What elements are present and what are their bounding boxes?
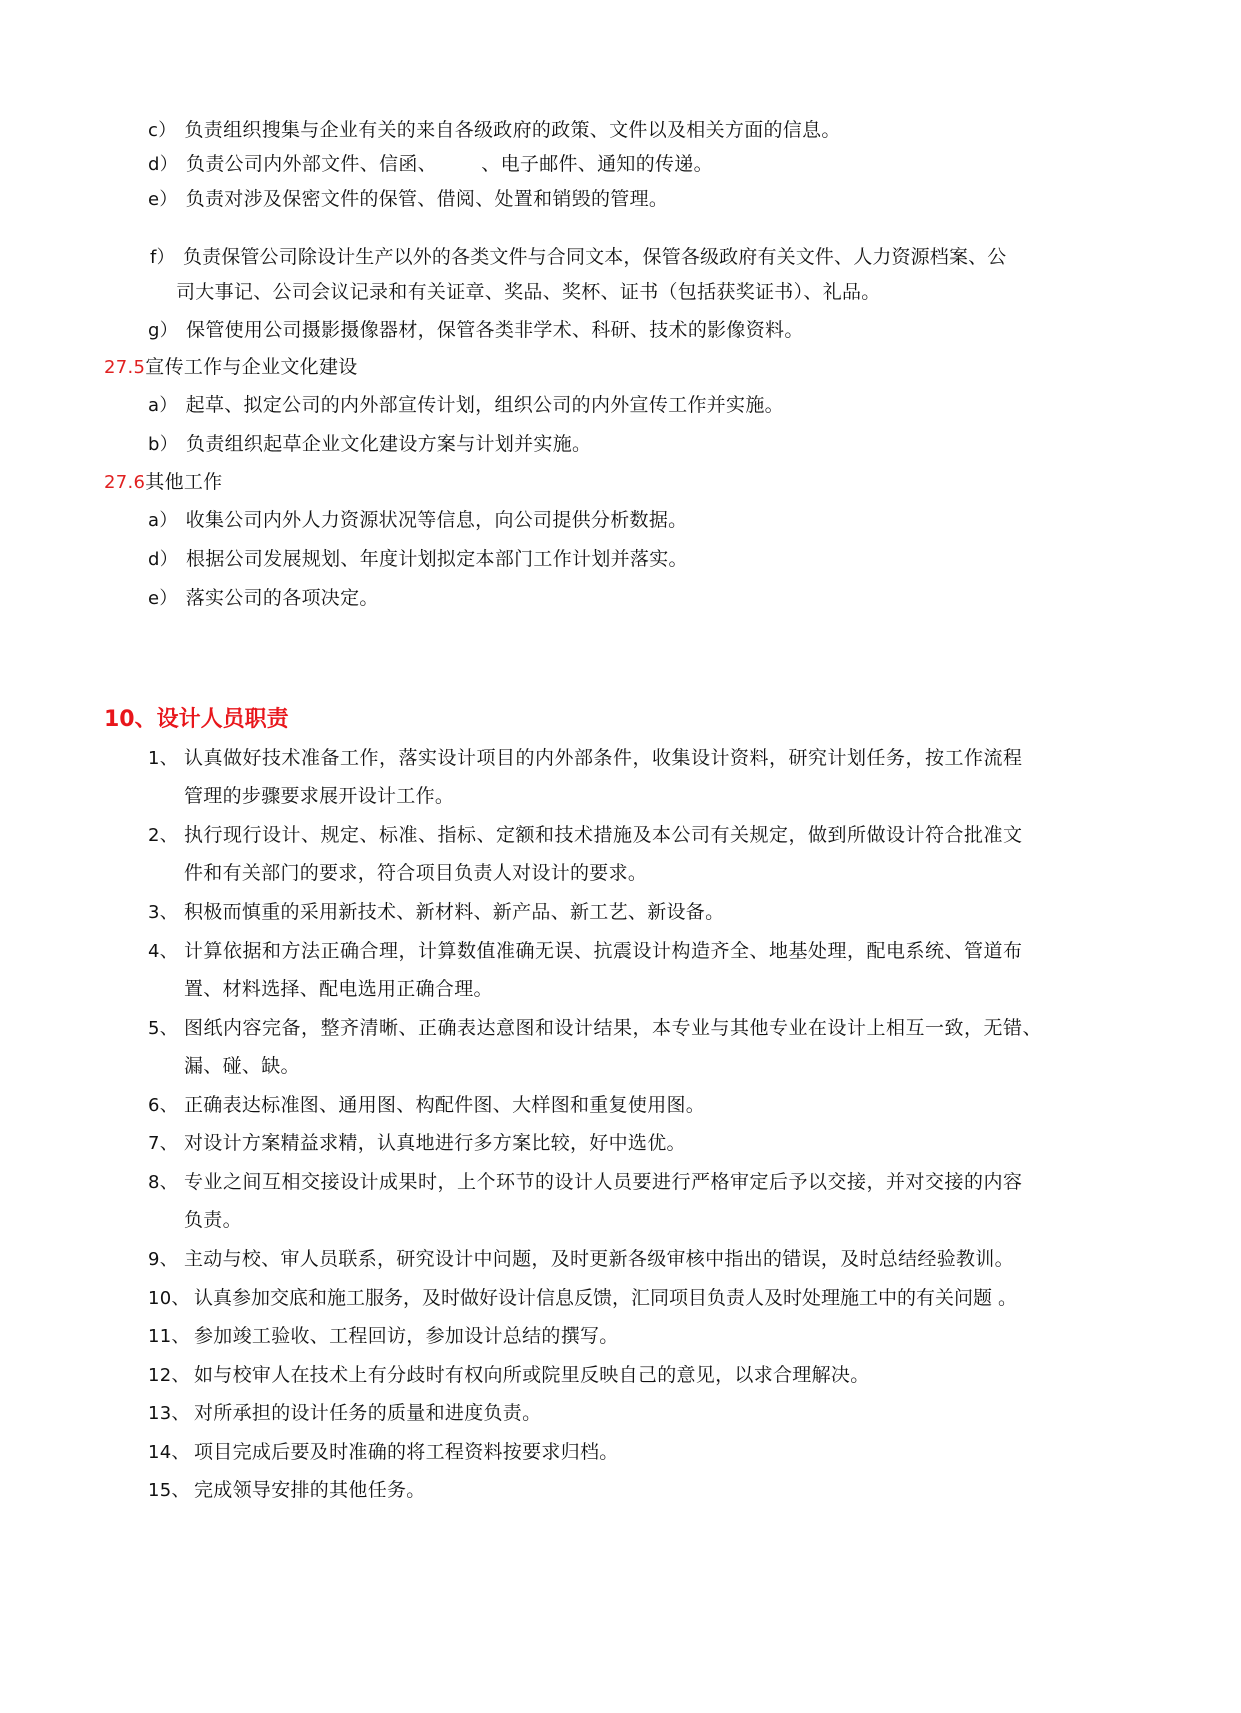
item-text: 完成领导安排的其他任务。 — [194, 1479, 426, 1501]
item-text: 对所承担的设计任务的质量和进度负责。 — [194, 1402, 542, 1424]
item-text: 收集公司内外人力资源状况等信息，向公司提供分析数据。 — [185, 509, 688, 531]
item-text: 项目完成后要及时准确的将工程资料按要求归档。 — [194, 1441, 619, 1463]
item-marker: c） — [148, 120, 177, 141]
item-text: 执行现行设计、规定、标准、指标、定额和技术措施及本公司有关规定，做到所做设计符合批准文 — [184, 824, 1023, 846]
list-item — [150, 245, 1006, 270]
numbered-item — [148, 1324, 619, 1349]
list-item — [148, 187, 668, 212]
section-heading-27-6 — [104, 470, 222, 495]
item-marker: e） — [148, 588, 178, 609]
numbered-item — [148, 746, 1023, 771]
numbered-item — [148, 1170, 1023, 1195]
numbered-item — [148, 823, 1023, 848]
numbered-item — [148, 1363, 870, 1388]
numbered-item-continuation — [184, 1054, 300, 1078]
list-item — [148, 318, 804, 343]
numbered-item — [148, 1093, 705, 1118]
list-item — [148, 118, 841, 143]
numbered-item — [148, 1286, 1017, 1311]
item-number: 10、 — [148, 1288, 190, 1309]
item-marker: a） — [148, 510, 178, 531]
item-text: 对设计方案精益求精，认真地进行多方案比较，好中选优。 — [184, 1132, 686, 1154]
item-text: 负责组织起草企业文化建设方案与计划并实施。 — [186, 433, 592, 455]
numbered-item — [148, 1131, 686, 1156]
item-text: 参加竣工验收、工程回访，参加设计总结的撰写。 — [194, 1325, 619, 1347]
item-text: 图纸内容完备，整齐清晰、正确表达意图和设计结果，本专业与其他专业在设计上相互一致，无错、 — [184, 1017, 1043, 1039]
list-item — [148, 432, 591, 457]
numbered-item-continuation — [184, 977, 493, 1001]
item-text: 积极而慎重的采用新技术、新材料、新产品、新工艺、新设备。 — [184, 901, 725, 923]
item-number: 2、 — [148, 825, 179, 846]
item-text: 负责组织搜集与企业有关的来自各级政府的政策、文件以及相关方面的信息。 — [184, 119, 841, 141]
section-title: 其他工作 — [145, 471, 223, 493]
item-number: 11、 — [148, 1326, 190, 1347]
item-text: 根据公司发展规划、年度计划拟定本部门工作计划并落实。 — [186, 548, 688, 570]
item-text: 负责公司内外部文件、信函、 、电子邮件、通知的传递。 — [186, 153, 713, 175]
numbered-item-continuation — [184, 784, 454, 808]
item-text: 置、材料选择、配电选用正确合理。 — [184, 978, 493, 1000]
list-item — [148, 152, 713, 177]
numbered-item-continuation — [184, 1208, 242, 1232]
item-marker: d） — [148, 549, 179, 570]
section-title: 宣传工作与企业文化建设 — [145, 356, 358, 378]
section-number: 27.5 — [104, 357, 146, 378]
item-number: 4、 — [148, 941, 179, 962]
item-text: 主动与校、审人员联系，研究设计中问题，及时更新各级审核中指出的错误，及时总结经验教训。 — [184, 1248, 1014, 1270]
item-number: 12、 — [148, 1365, 190, 1386]
list-item-continuation — [176, 280, 881, 304]
item-text: 负责。 — [184, 1209, 242, 1231]
item-text: 认真参加交底和施工服务，及时做好设计信息反馈，汇同项目负责人及时处理施工中的有关问题 。 — [194, 1287, 1018, 1309]
item-text: 专业之间互相交接设计成果时，上个环节的设计人员要进行严格审定后予以交接，并对交接的内容 — [184, 1171, 1023, 1193]
list-item — [148, 393, 784, 418]
item-text: 起草、拟定公司的内外部宣传计划，组织公司的内外宣传工作并实施。 — [185, 394, 784, 416]
section-number: 27.6 — [104, 472, 146, 493]
item-number: 6、 — [148, 1095, 179, 1116]
section-heading-27-5 — [104, 355, 358, 380]
item-marker: b） — [148, 434, 179, 455]
list-item — [148, 586, 379, 611]
numbered-item — [148, 939, 1023, 964]
item-number: 15、 — [148, 1480, 190, 1501]
list-item — [148, 547, 688, 572]
item-marker: f） — [150, 247, 175, 268]
numbered-item — [148, 1016, 1042, 1041]
item-number: 9、 — [148, 1249, 179, 1270]
item-number: 13、 — [148, 1403, 190, 1424]
item-text: 保管使用公司摄影摄像器材，保管各类非学术、科研、技术的影像资料。 — [186, 319, 804, 341]
section-heading-10: 10、设计人员职责 — [104, 707, 289, 732]
item-number: 5、 — [148, 1018, 179, 1039]
item-text: 如与校审人在技术上有分歧时有权向所或院里反映自己的意见，以求合理解决。 — [194, 1364, 870, 1386]
item-number: 7、 — [148, 1133, 179, 1154]
item-text: 计算依据和方法正确合理，计算数值准确无误、抗震设计构造齐全、地基处理，配电系统、管道布 — [184, 940, 1023, 962]
item-marker: d） — [148, 154, 179, 175]
item-text: 件和有关部门的要求，符合项目负责人对设计的要求。 — [184, 862, 648, 884]
item-text: 认真做好技术准备工作，落实设计项目的内外部条件，收集设计资料，研究计划任务，按工作流程 — [184, 747, 1023, 769]
item-text: 正确表达标准图、通用图、构配件图、大样图和重复使用图。 — [184, 1094, 706, 1116]
numbered-item — [148, 1401, 541, 1426]
item-text: 负责保管公司除设计生产以外的各类文件与合同文本，保管各级政府有关文件、人力资源档案、公 — [182, 246, 1007, 268]
numbered-item — [148, 1478, 426, 1503]
item-text: 负责对涉及保密文件的保管、借阅、处置和销毁的管理。 — [185, 188, 669, 210]
item-marker: e） — [148, 189, 178, 210]
item-text: 落实公司的各项决定。 — [185, 587, 379, 609]
item-text: 管理的步骤要求展开设计工作。 — [184, 785, 455, 807]
numbered-item — [148, 1440, 619, 1465]
item-number: 3、 — [148, 902, 179, 923]
list-item — [148, 508, 687, 533]
item-number: 8、 — [148, 1172, 179, 1193]
numbered-item — [148, 1247, 1014, 1272]
item-text: 漏、碰、缺。 — [184, 1055, 300, 1077]
item-text: 司大事记、公司会议记录和有关证章、奖品、奖杯、证书（包括获奖证书）、礼品。 — [176, 281, 881, 303]
numbered-item-continuation — [184, 861, 647, 885]
numbered-item — [148, 900, 724, 925]
item-marker: g） — [148, 320, 179, 341]
item-number: 1、 — [148, 748, 179, 769]
item-number: 14、 — [148, 1442, 190, 1463]
item-marker: a） — [148, 395, 178, 416]
